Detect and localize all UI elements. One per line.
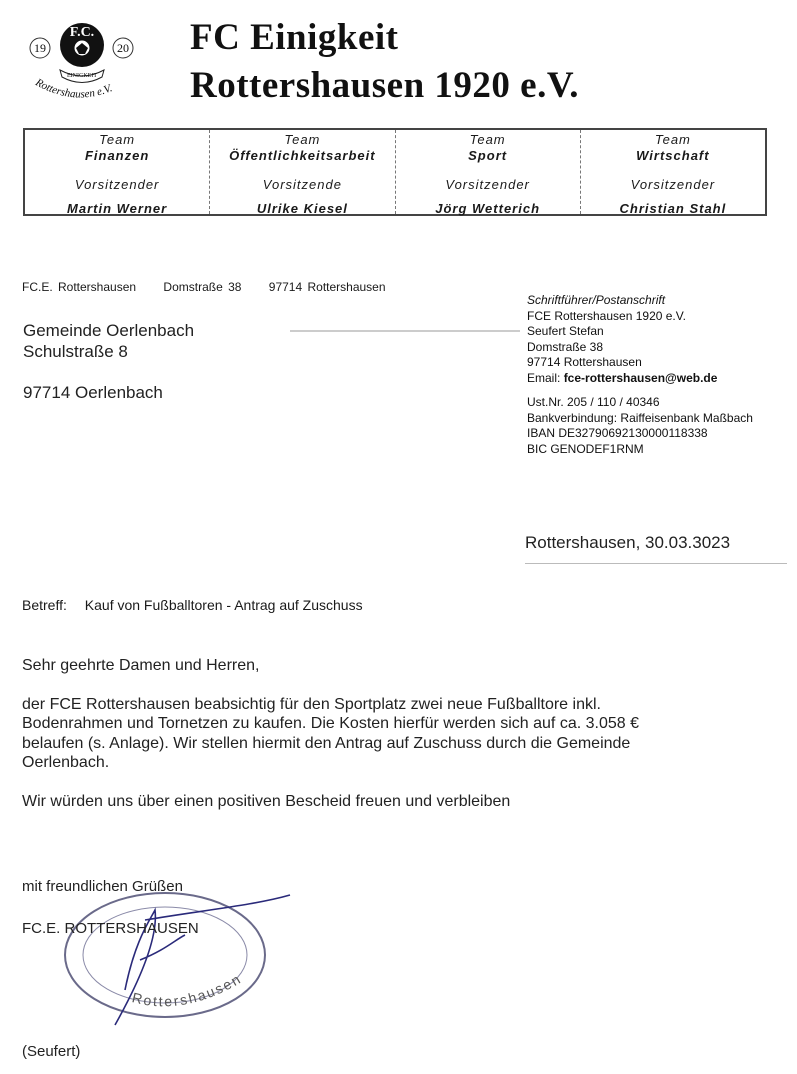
team-role: Vorsitzende bbox=[262, 177, 342, 192]
signatory-name: (Seufert) bbox=[22, 1043, 81, 1060]
info-city: 97714 Rottershausen bbox=[527, 355, 642, 369]
club-signature-line: FC.E. ROTTERSHAUSEN bbox=[22, 920, 199, 937]
team-name: Öffentlichkeitsarbeit bbox=[229, 148, 376, 163]
logo-year-left: 19 bbox=[34, 41, 46, 55]
body-line: belaufen (s. Anlage). Wir stellen hiermit den Antrag auf Zuschuss durch die Gemeinde bbox=[22, 734, 631, 752]
info-email[interactable]: fce-rottershausen@web.de bbox=[563, 370, 718, 385]
logo-town: Rottershausen e.V. bbox=[33, 76, 114, 101]
team-role: Vorsitzender bbox=[74, 177, 160, 192]
team-sport bbox=[395, 130, 580, 214]
club-title bbox=[190, 14, 579, 110]
team-wirtschaft bbox=[580, 130, 765, 214]
subject-text: Kauf von Fußballtoren - Antrag auf Zuschuss bbox=[84, 597, 363, 613]
contact-info bbox=[527, 293, 753, 457]
sender-street: Domstraße 38 bbox=[163, 280, 242, 294]
team-oeffentlichkeitsarbeit bbox=[209, 130, 394, 214]
info-org: FCE Rottershausen 1920 e.V. bbox=[527, 308, 686, 323]
body-paragraph-2: Wir würden uns über einen positiven Bescheid freuen und verbleiben bbox=[22, 792, 511, 810]
team-person: Martin Werner bbox=[67, 201, 168, 216]
sender-line bbox=[22, 280, 408, 294]
club-stamp bbox=[55, 880, 295, 1030]
faint-line bbox=[290, 325, 520, 335]
sender-city: 97714 Rottershausen bbox=[268, 280, 386, 294]
subject-line bbox=[22, 597, 363, 613]
recipient-street: Schulstraße 8 bbox=[23, 342, 128, 361]
team-finanzen bbox=[25, 130, 209, 214]
club-logo bbox=[20, 10, 140, 105]
club-title-line2: Rottershausen 1920 e.V. bbox=[190, 65, 580, 106]
date-divider bbox=[525, 563, 787, 564]
logo-initials: F.C. bbox=[69, 25, 95, 40]
body-paragraph-1 bbox=[22, 695, 762, 773]
team-role: Vorsitzender bbox=[445, 177, 530, 192]
team-name: Sport bbox=[468, 148, 508, 163]
team-person: Jörg Wetterich bbox=[435, 201, 541, 216]
team-label: Team bbox=[284, 132, 321, 147]
letter-body bbox=[22, 656, 762, 830]
info-bic: BIC GENODEF1RNM bbox=[527, 441, 644, 456]
teams-box bbox=[23, 128, 767, 216]
body-line: Oerlenbach. bbox=[22, 754, 110, 771]
team-role: Vorsitzender bbox=[630, 177, 716, 192]
team-name: Finanzen bbox=[84, 148, 150, 163]
closing-formula: mit freundlichen Grüßen bbox=[22, 878, 183, 895]
info-street: Domstraße 38 bbox=[527, 339, 604, 354]
info-bank: Bankverbindung: Raiffeisenbank Maßbach bbox=[527, 410, 753, 425]
recipient-address bbox=[23, 320, 194, 403]
info-ust: Ust.Nr. 205 / 110 / 40346 bbox=[527, 395, 660, 409]
letter-date: Rottershausen, 30.03.3023 bbox=[525, 533, 731, 552]
recipient-name: Gemeinde Oerlenbach bbox=[23, 321, 195, 340]
info-email-row bbox=[527, 371, 753, 387]
body-line: der FCE Rottershausen beabsichtig für den Sportplatz zwei neue Fußballtore inkl. bbox=[22, 695, 601, 713]
subject-label: Betreff: bbox=[22, 597, 67, 613]
info-email-label: Email: bbox=[527, 370, 561, 385]
info-role: Schriftführer/Postanschrift bbox=[527, 293, 666, 307]
stamp-text: Rottershausen bbox=[130, 970, 245, 1010]
logo-ribbon: EINIGKEIT bbox=[67, 73, 97, 79]
recipient-city: 97714 Oerlenbach bbox=[23, 383, 163, 402]
club-title-line1: FC Einigkeit bbox=[190, 17, 399, 58]
team-person: Ulrike Kiesel bbox=[256, 201, 348, 216]
team-person: Christian Stahl bbox=[619, 201, 727, 216]
team-label: Team bbox=[99, 132, 136, 147]
body-line: Bodenrahmen und Tornetzen zu kaufen. Die Kosten hierfür werden sich auf ca. 3.058 € bbox=[22, 715, 639, 732]
sender-club: FC.E. Rottershausen bbox=[22, 280, 137, 294]
salutation: Sehr geehrte Damen und Herren, bbox=[22, 657, 260, 674]
team-label: Team bbox=[469, 132, 506, 147]
info-iban: IBAN DE32790692130000118338 bbox=[527, 426, 708, 440]
logo-year-right: 20 bbox=[117, 41, 129, 55]
team-name: Wirtschaft bbox=[636, 148, 710, 163]
info-person: Seufert Stefan bbox=[527, 324, 604, 338]
team-label: Team bbox=[654, 132, 691, 147]
